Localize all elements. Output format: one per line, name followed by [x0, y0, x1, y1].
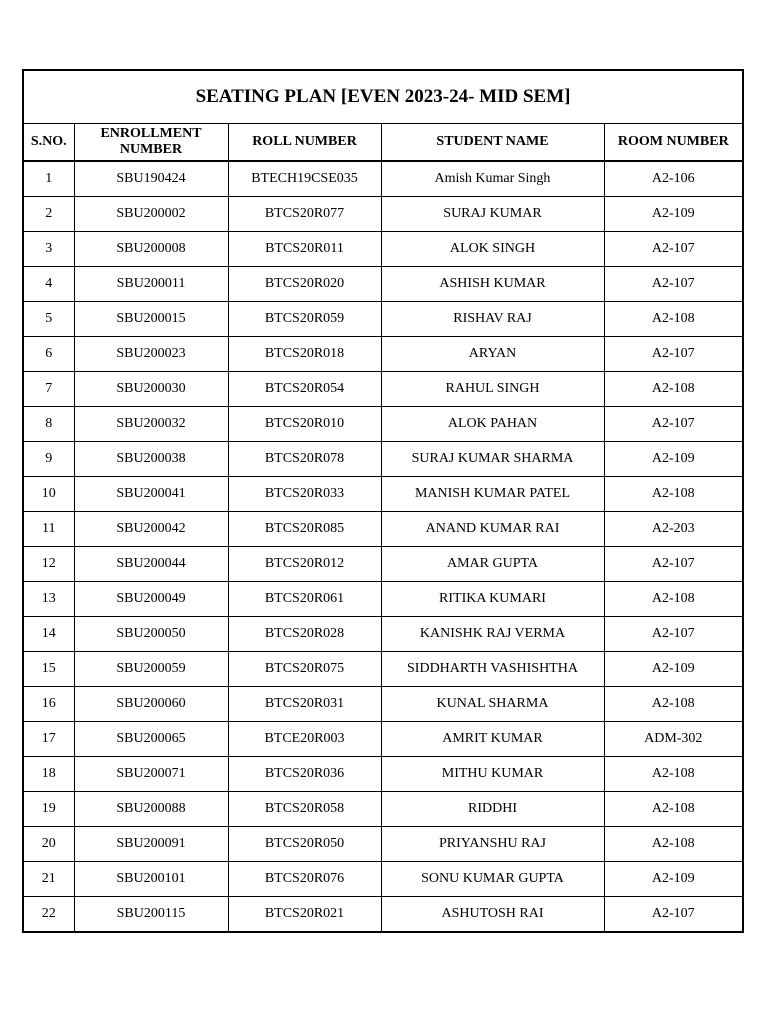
cell-student-name: KANISHK RAJ VERMA [381, 617, 604, 652]
cell-room-number: A2-107 [604, 337, 743, 372]
cell-sno: 10 [23, 477, 74, 512]
cell-room-number: A2-108 [604, 477, 743, 512]
table-row [23, 757, 743, 792]
cell-roll-number: BTCS20R061 [228, 582, 381, 617]
cell-student-name: KUNAL SHARMA [381, 687, 604, 722]
cell-student-name: ALOK PAHAN [381, 407, 604, 442]
table-row [23, 442, 743, 477]
cell-student-name: PRIYANSHU RAJ [381, 827, 604, 862]
cell-roll-number: BTCS20R012 [228, 547, 381, 582]
column-header-enrollment: ENROLLMENT NUMBER [74, 124, 228, 162]
cell-room-number: A2-108 [604, 302, 743, 337]
table-row [23, 687, 743, 722]
cell-student-name: ALOK SINGH [381, 232, 604, 267]
cell-roll-number: BTCS20R011 [228, 232, 381, 267]
cell-enrollment-number: SBU200015 [74, 302, 228, 337]
cell-sno: 22 [23, 897, 74, 933]
cell-student-name: Amish Kumar Singh [381, 161, 604, 197]
cell-sno: 20 [23, 827, 74, 862]
cell-enrollment-number: SBU200044 [74, 547, 228, 582]
cell-enrollment-number: SBU200071 [74, 757, 228, 792]
cell-sno: 16 [23, 687, 74, 722]
cell-student-name: ASHUTOSH RAI [381, 897, 604, 933]
cell-roll-number: BTCS20R054 [228, 372, 381, 407]
table-row [23, 862, 743, 897]
cell-roll-number: BTCS20R085 [228, 512, 381, 547]
cell-student-name: SURAJ KUMAR [381, 197, 604, 232]
cell-enrollment-number: SBU200042 [74, 512, 228, 547]
cell-enrollment-number: SBU200091 [74, 827, 228, 862]
cell-roll-number: BTCS20R050 [228, 827, 381, 862]
cell-sno: 3 [23, 232, 74, 267]
cell-enrollment-number: SBU200060 [74, 687, 228, 722]
cell-roll-number: BTCS20R059 [228, 302, 381, 337]
cell-student-name: ANAND KUMAR RAI [381, 512, 604, 547]
cell-sno: 13 [23, 582, 74, 617]
cell-room-number: A2-107 [604, 407, 743, 442]
cell-student-name: ASHISH KUMAR [381, 267, 604, 302]
cell-room-number: A2-108 [604, 792, 743, 827]
cell-sno: 4 [23, 267, 74, 302]
cell-student-name: MANISH KUMAR PATEL [381, 477, 604, 512]
cell-room-number: A2-106 [604, 161, 743, 197]
table-row [23, 477, 743, 512]
cell-student-name: SONU KUMAR GUPTA [381, 862, 604, 897]
column-header-sno: S.NO. [23, 124, 74, 162]
cell-room-number: A2-108 [604, 372, 743, 407]
cell-roll-number: BTCS20R018 [228, 337, 381, 372]
cell-room-number: A2-107 [604, 897, 743, 933]
cell-sno: 2 [23, 197, 74, 232]
cell-enrollment-number: SBU200101 [74, 862, 228, 897]
cell-student-name: RITIKA KUMARI [381, 582, 604, 617]
seating-plan-table [22, 69, 744, 933]
table-row [23, 792, 743, 827]
cell-enrollment-number: SBU200030 [74, 372, 228, 407]
cell-sno: 14 [23, 617, 74, 652]
cell-roll-number: BTCS20R075 [228, 652, 381, 687]
cell-room-number: ADM-302 [604, 722, 743, 757]
cell-sno: 17 [23, 722, 74, 757]
table-row [23, 897, 743, 933]
cell-roll-number: BTECH19CSE035 [228, 161, 381, 197]
table-row [23, 197, 743, 232]
cell-student-name: SURAJ KUMAR SHARMA [381, 442, 604, 477]
cell-room-number: A2-107 [604, 232, 743, 267]
cell-roll-number: BTCS20R021 [228, 897, 381, 933]
cell-roll-number: BTCS20R020 [228, 267, 381, 302]
cell-roll-number: BTCS20R036 [228, 757, 381, 792]
cell-room-number: A2-109 [604, 652, 743, 687]
cell-room-number: A2-108 [604, 827, 743, 862]
cell-enrollment-number: SBU200050 [74, 617, 228, 652]
cell-enrollment-number: SBU200059 [74, 652, 228, 687]
cell-roll-number: BTCS20R028 [228, 617, 381, 652]
cell-enrollment-number: SBU200041 [74, 477, 228, 512]
table-row [23, 337, 743, 372]
cell-sno: 7 [23, 372, 74, 407]
cell-student-name: RIDDHI [381, 792, 604, 827]
cell-enrollment-number: SBU190424 [74, 161, 228, 197]
cell-roll-number: BTCS20R031 [228, 687, 381, 722]
column-header-name: STUDENT NAME [381, 124, 604, 162]
table-row [23, 617, 743, 652]
table-row [23, 512, 743, 547]
cell-sno: 12 [23, 547, 74, 582]
cell-sno: 6 [23, 337, 74, 372]
cell-room-number: A2-109 [604, 442, 743, 477]
table-row [23, 302, 743, 337]
cell-sno: 8 [23, 407, 74, 442]
cell-student-name: RAHUL SINGH [381, 372, 604, 407]
table-row [23, 232, 743, 267]
cell-sno: 11 [23, 512, 74, 547]
cell-room-number: A2-108 [604, 582, 743, 617]
cell-enrollment-number: SBU200008 [74, 232, 228, 267]
table-row [23, 161, 743, 197]
cell-enrollment-number: SBU200088 [74, 792, 228, 827]
table-row [23, 652, 743, 687]
table-row [23, 722, 743, 757]
table-row [23, 582, 743, 617]
cell-room-number: A2-108 [604, 757, 743, 792]
cell-roll-number: BTCS20R078 [228, 442, 381, 477]
cell-roll-number: BTCS20R010 [228, 407, 381, 442]
cell-sno: 5 [23, 302, 74, 337]
cell-roll-number: BTCS20R077 [228, 197, 381, 232]
cell-enrollment-number: SBU200032 [74, 407, 228, 442]
column-header-room: ROOM NUMBER [604, 124, 743, 162]
cell-room-number: A2-107 [604, 617, 743, 652]
title-row [23, 70, 743, 124]
cell-room-number: A2-108 [604, 687, 743, 722]
cell-student-name: RISHAV RAJ [381, 302, 604, 337]
cell-enrollment-number: SBU200011 [74, 267, 228, 302]
cell-room-number: A2-107 [604, 547, 743, 582]
cell-room-number: A2-109 [604, 197, 743, 232]
cell-sno: 19 [23, 792, 74, 827]
cell-room-number: A2-203 [604, 512, 743, 547]
cell-sno: 15 [23, 652, 74, 687]
cell-enrollment-number: SBU200038 [74, 442, 228, 477]
cell-roll-number: BTCS20R076 [228, 862, 381, 897]
table-row [23, 372, 743, 407]
cell-sno: 21 [23, 862, 74, 897]
cell-roll-number: BTCS20R058 [228, 792, 381, 827]
cell-room-number: A2-109 [604, 862, 743, 897]
cell-student-name: SIDDHARTH VASHISHTHA [381, 652, 604, 687]
cell-roll-number: BTCS20R033 [228, 477, 381, 512]
table-body [23, 161, 743, 932]
cell-student-name: MITHU KUMAR [381, 757, 604, 792]
column-header-roll: ROLL NUMBER [228, 124, 381, 162]
table-row [23, 407, 743, 442]
cell-student-name: AMRIT KUMAR [381, 722, 604, 757]
cell-enrollment-number: SBU200065 [74, 722, 228, 757]
cell-student-name: ARYAN [381, 337, 604, 372]
cell-enrollment-number: SBU200023 [74, 337, 228, 372]
cell-sno: 1 [23, 161, 74, 197]
cell-roll-number: BTCE20R003 [228, 722, 381, 757]
seating-plan-sheet [22, 69, 742, 933]
cell-sno: 18 [23, 757, 74, 792]
table-row [23, 827, 743, 862]
page-title: SEATING PLAN [EVEN 2023-24- MID SEM] [23, 70, 743, 124]
table-row [23, 547, 743, 582]
cell-enrollment-number: SBU200115 [74, 897, 228, 933]
cell-student-name: AMAR GUPTA [381, 547, 604, 582]
table-row [23, 267, 743, 302]
cell-enrollment-number: SBU200049 [74, 582, 228, 617]
cell-sno: 9 [23, 442, 74, 477]
cell-enrollment-number: SBU200002 [74, 197, 228, 232]
header-row [23, 124, 743, 162]
cell-room-number: A2-107 [604, 267, 743, 302]
